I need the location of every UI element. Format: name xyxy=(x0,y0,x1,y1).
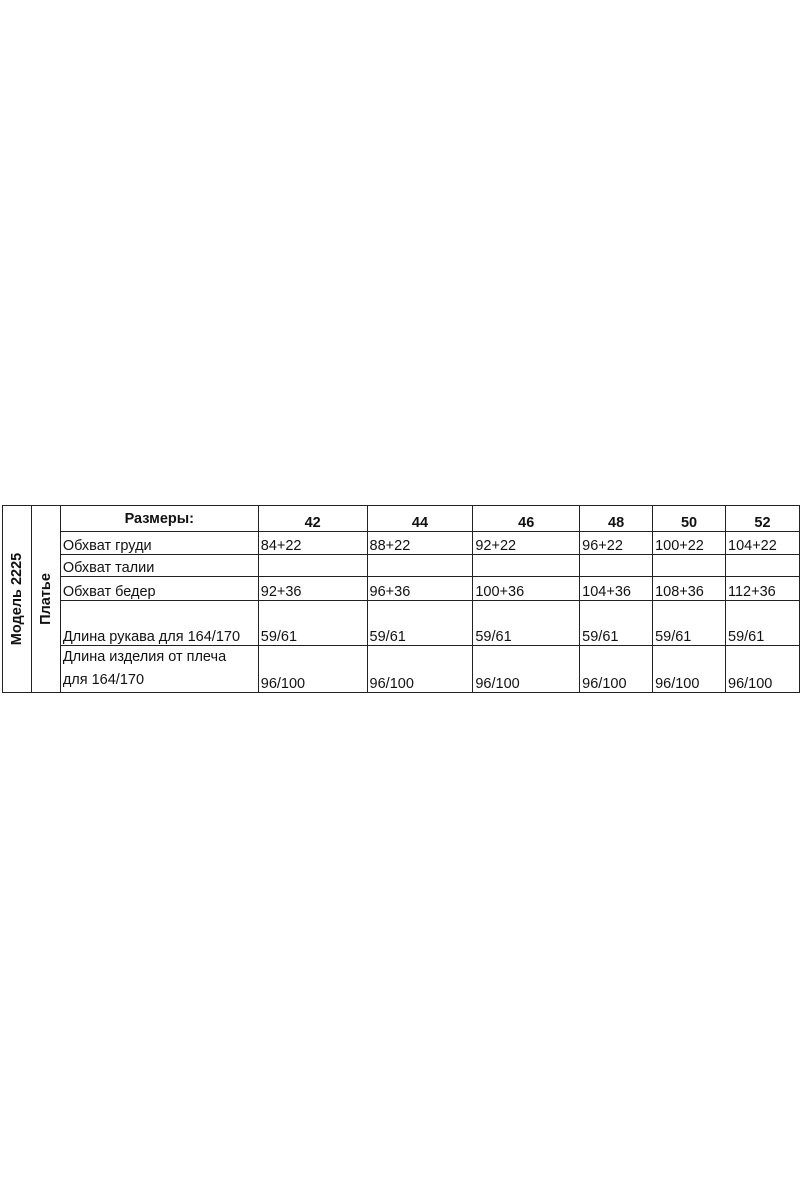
table-cell: 96/100 xyxy=(726,646,800,693)
product-cell xyxy=(31,506,60,693)
model-label: Модель 2225 xyxy=(8,552,25,646)
row-label-chest: Обхват груди xyxy=(60,532,258,555)
product-label: Платье xyxy=(37,573,54,625)
table-cell: 96+22 xyxy=(580,532,653,555)
table-cell: 96+36 xyxy=(367,577,473,601)
model-cell xyxy=(3,506,32,693)
row-label-sleeve-length: Длина рукава для 164/170 xyxy=(60,601,258,646)
table-row-sleeve-length xyxy=(3,601,800,646)
table-cell: 59/61 xyxy=(367,601,473,646)
table-cell: 59/61 xyxy=(653,601,726,646)
table-row-garment-length xyxy=(3,646,800,693)
table-cell: 96/100 xyxy=(367,646,473,693)
row-label-line: Длина изделия от плеча xyxy=(62,649,227,665)
table-cell xyxy=(473,555,580,577)
table-cell: 96/100 xyxy=(258,646,367,693)
table-cell: 104+36 xyxy=(580,577,653,601)
table-cell: 59/61 xyxy=(258,601,367,646)
size-header-50: 50 xyxy=(653,506,726,532)
table-cell: 92+36 xyxy=(258,577,367,601)
size-header-44: 44 xyxy=(367,506,473,532)
table-cell xyxy=(258,555,367,577)
table-cell: 88+22 xyxy=(367,532,473,555)
table-cell: 96/100 xyxy=(473,646,580,693)
table-row-hips xyxy=(3,577,800,601)
table-row-waist xyxy=(3,555,800,577)
row-label-hips: Обхват бедер xyxy=(60,577,258,601)
row-label-garment-length xyxy=(60,646,258,693)
table-cell xyxy=(367,555,473,577)
table-cell: 59/61 xyxy=(726,601,800,646)
table-cell: 59/61 xyxy=(473,601,580,646)
table-cell: 104+22 xyxy=(726,532,800,555)
table-cell xyxy=(580,555,653,577)
table-cell: 96/100 xyxy=(653,646,726,693)
table-cell: 96/100 xyxy=(580,646,653,693)
row-label-line: для 164/170 xyxy=(62,672,145,688)
row-label-waist: Обхват талии xyxy=(60,555,258,577)
table-cell: 108+36 xyxy=(653,577,726,601)
table-cell xyxy=(653,555,726,577)
table-cell: 59/61 xyxy=(580,601,653,646)
table-cell: 84+22 xyxy=(258,532,367,555)
table-row-chest xyxy=(3,532,800,555)
table-cell: 112+36 xyxy=(726,577,800,601)
table-cell xyxy=(726,555,800,577)
header-row xyxy=(3,506,800,532)
size-header-48: 48 xyxy=(580,506,653,532)
sizes-header-label: Размеры: xyxy=(60,506,258,532)
size-header-52: 52 xyxy=(726,506,800,532)
table-cell: 100+36 xyxy=(473,577,580,601)
size-header-46: 46 xyxy=(473,506,580,532)
table-cell: 92+22 xyxy=(473,532,580,555)
size-chart-table xyxy=(2,505,800,693)
table-cell: 100+22 xyxy=(653,532,726,555)
size-header-42: 42 xyxy=(258,506,367,532)
